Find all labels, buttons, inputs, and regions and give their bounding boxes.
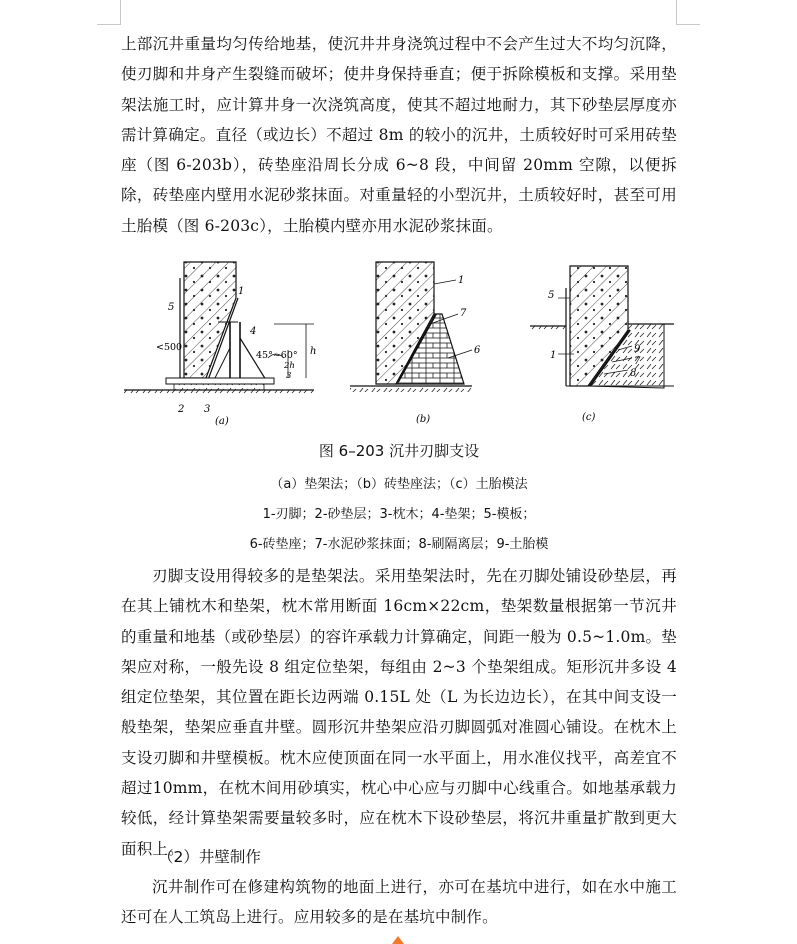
- figure-6-203: [118, 258, 682, 430]
- diagram-c-earth-mould: [530, 266, 674, 423]
- subfig-label-a: (a): [215, 416, 229, 427]
- paragraph-intro: 上部沉井重量均匀传给地基，使沉井井身浇筑过程中不会产生过大不均匀沉降，使刃脚和井身产生裂缝而破坏；使井身保持垂直；便于拆除模板和支撑。采用垫架法施工时，应计算井身一次浇筑高度，使其不超过地耐力，其下砂垫层厚度亦需计算确定。直径（或边长）不超过 8m 的较小的沉井，土质较好时可采用砖垫座（图 6-203b），砖垫座沿周长分成 6~8 段，中间留 20mm 空隙，以便拆除，砖垫座内壁用水泥砂浆抹面。对重量轻的小型沉井，土质较好时，甚至可用土胎模（图 6-203c），土胎模内壁亦用水泥砂浆抹面。: [121, 35, 677, 235]
- label-a-3-sleeper: 3: [204, 404, 211, 415]
- label-a-3: 3: [286, 371, 292, 381]
- label-a-2: 2: [178, 404, 185, 415]
- label-a-4: 4: [250, 326, 257, 337]
- section-heading-wall: （2）井壁制作: [158, 848, 261, 866]
- label-b-7: 7: [460, 308, 467, 319]
- text-cursor-icon: [390, 935, 406, 944]
- crop-mark-top-right-v: [676, 0, 677, 24]
- label-a-1: 1: [238, 286, 245, 297]
- figure-title: 图 6–203 沉井刃脚支设: [318, 442, 480, 460]
- diagram-b-brick-pad: [350, 262, 481, 425]
- crop-mark-top-left-v: [120, 0, 121, 24]
- paragraph-pad-frame: 刃脚支设用得较多的是垫架法。采用垫架法时，先在刃脚处铺设砂垫层，再在其上铺枕木和垫架，枕木常用断面 16cm×22cm，垫架数量根据第一节沉井的重量和地基（或砂垫层）的容许承载力计算确定，间距一般为 0.5~1.0m。垫架应对称，一般先设 8 组定位垫架，每组由 2~3 个垫架组成。矩形沉井多设 4 组定位垫架，其位置在距长边两端 0.15L 处（L 为长边边长），在其中间支设一般垫架，垫架应垂直井壁。圆形沉井垫架应沿刃脚圆弧对准圆心铺设。在枕木上支设刃脚和井壁模板。枕木应使顶面在同一水平面上，用水准仪找平，高差宜不超过10mm，在枕木间用砂填实，枕心中心应与刃脚中心线重合。如地基承载力较低，经计算垫架需要量较多时，应在枕木下设砂垫层，将沉井重量扩散到更大面积上。: [121, 567, 677, 858]
- label-b-6: 6: [474, 345, 481, 356]
- diagram-a-pad-frame: [124, 262, 316, 427]
- crop-mark-top-left-h: [97, 24, 121, 25]
- label-c-9: 9: [634, 344, 641, 355]
- subfig-label-c: (c): [582, 412, 596, 423]
- label-c-1: 1: [550, 350, 557, 361]
- label-a-angle: 45°~60°: [256, 350, 298, 361]
- figure-caption-line-2: 1-刃脚；2-砂垫层；3-枕木；4-垫架；5-模板；: [262, 507, 536, 522]
- figure-caption-line-1: （a）垫架法；（b）砖垫座法；（c）土胎模法: [270, 477, 528, 492]
- figure-caption-line-3: 6-砖垫座；7-水泥砂浆抹面；8-刷隔离层；9-土胎模: [249, 537, 549, 552]
- paragraph-wall-fabrication: 沉井制作可在修建构筑物的地面上进行，亦可在基坑中进行，如在水中施工还可在人工筑岛上进行。应用较多的是在基坑中制作。: [121, 878, 677, 927]
- label-b-1: 1: [458, 275, 465, 286]
- subfig-label-b: (b): [416, 414, 431, 425]
- label-c-7: 7: [634, 356, 641, 367]
- label-a-dim500: <500: [156, 342, 183, 353]
- label-a-h: h: [310, 346, 317, 357]
- crop-mark-top-right-h: [676, 24, 700, 25]
- label-a-5: 5: [168, 302, 175, 313]
- label-c-5: 5: [548, 290, 555, 301]
- label-c-8: 8: [630, 368, 637, 379]
- label-a-2h: 2h: [284, 361, 295, 371]
